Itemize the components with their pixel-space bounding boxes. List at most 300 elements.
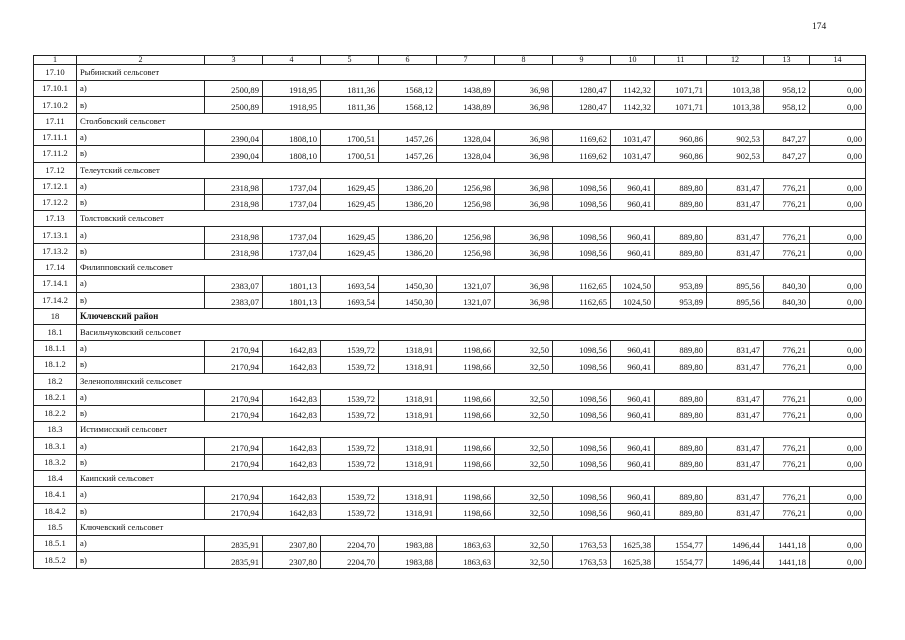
table-cell: 1280,47 (553, 97, 611, 113)
table-cell: 960,41 (611, 438, 655, 454)
table-cell: 2170,94 (205, 487, 263, 503)
table-cell: 1539,72 (321, 503, 379, 519)
table-cell: 1142,32 (611, 97, 655, 113)
table-row (34, 97, 866, 113)
section-label: Каипский сельсовет (77, 471, 866, 487)
table-cell: 1737,04 (263, 243, 321, 259)
table-cell: 32,50 (495, 487, 553, 503)
table-cell: 1863,63 (437, 552, 495, 568)
table-cell: 1318,91 (379, 406, 437, 422)
district-row (34, 308, 866, 324)
table-cell: 2170,94 (205, 357, 263, 373)
table-cell: 1568,12 (379, 81, 437, 97)
table-cell: 36,98 (495, 146, 553, 162)
table-cell: 1198,66 (437, 487, 495, 503)
row-label: а) (77, 129, 205, 145)
row-label: а) (77, 487, 205, 503)
table-cell: 889,80 (655, 340, 707, 356)
table-cell: 960,41 (611, 227, 655, 243)
table-cell: 831,47 (707, 454, 764, 470)
table-cell: 1013,38 (707, 81, 764, 97)
table-cell: 960,41 (611, 178, 655, 194)
table-cell: 889,80 (655, 438, 707, 454)
table-cell: 1256,98 (437, 178, 495, 194)
table-cell: 1256,98 (437, 227, 495, 243)
table-cell: 1071,71 (655, 81, 707, 97)
table-cell: 1162,65 (553, 292, 611, 308)
table-cell: 0,00 (810, 487, 866, 503)
table-cell: 1098,56 (553, 487, 611, 503)
table-cell: 895,56 (707, 276, 764, 292)
row-label: а) (77, 340, 205, 356)
table-row (34, 129, 866, 145)
table-cell: 1983,88 (379, 552, 437, 568)
section-label: Зеленополянский сельсовет (77, 373, 866, 389)
table-cell: 960,41 (611, 357, 655, 373)
table-cell: 2390,04 (205, 146, 263, 162)
table-cell: 1098,56 (553, 503, 611, 519)
table-cell: 1811,36 (321, 97, 379, 113)
table-cell: 1098,56 (553, 340, 611, 356)
table-cell: 1328,04 (437, 129, 495, 145)
row-code: 18.2.1 (34, 389, 77, 405)
table-cell: 36,98 (495, 81, 553, 97)
table-cell: 0,00 (810, 340, 866, 356)
table-cell: 0,00 (810, 194, 866, 210)
table-cell: 1256,98 (437, 194, 495, 210)
table-cell: 1642,83 (263, 487, 321, 503)
table-row (34, 389, 866, 405)
table-cell: 1162,65 (553, 276, 611, 292)
table-cell: 776,21 (764, 487, 810, 503)
section-row (34, 471, 866, 487)
section-row (34, 113, 866, 129)
table-cell: 1318,91 (379, 454, 437, 470)
table-cell: 1438,89 (437, 81, 495, 97)
section-code: 18.1 (34, 324, 77, 340)
table-cell: 1031,47 (611, 129, 655, 145)
table-cell: 1098,56 (553, 357, 611, 373)
row-code: 18.1.1 (34, 340, 77, 356)
table-cell: 0,00 (810, 227, 866, 243)
row-code: 17.10.1 (34, 81, 77, 97)
table-cell: 36,98 (495, 97, 553, 113)
table-cell: 1198,66 (437, 357, 495, 373)
table-cell: 0,00 (810, 357, 866, 373)
row-code: 18.4.1 (34, 487, 77, 503)
table-cell: 1386,20 (379, 178, 437, 194)
table-cell: 1496,44 (707, 536, 764, 552)
table-cell: 0,00 (810, 536, 866, 552)
section-code: 17.13 (34, 211, 77, 227)
table-cell: 1808,10 (263, 146, 321, 162)
table-cell: 776,21 (764, 503, 810, 519)
column-header: 2 (77, 56, 205, 65)
table-cell: 889,80 (655, 454, 707, 470)
table-cell: 831,47 (707, 406, 764, 422)
table-cell: 1280,47 (553, 81, 611, 97)
table-cell: 1198,66 (437, 454, 495, 470)
table-cell: 1568,12 (379, 97, 437, 113)
table-cell: 1700,51 (321, 129, 379, 145)
table-cell: 2318,98 (205, 227, 263, 243)
table-cell: 847,27 (764, 146, 810, 162)
table-cell: 1098,56 (553, 194, 611, 210)
table-cell: 1318,91 (379, 340, 437, 356)
table-cell: 958,12 (764, 97, 810, 113)
column-header: 5 (321, 56, 379, 65)
table-cell: 1318,91 (379, 487, 437, 503)
table-body (34, 56, 866, 569)
table-row (34, 292, 866, 308)
table-cell: 1450,30 (379, 276, 437, 292)
table-cell: 36,98 (495, 292, 553, 308)
table-cell: 36,98 (495, 243, 553, 259)
table-cell: 1811,36 (321, 81, 379, 97)
table-cell: 32,50 (495, 552, 553, 568)
section-label: Толстовский сельсовет (77, 211, 866, 227)
table-cell: 1642,83 (263, 406, 321, 422)
table-cell: 1737,04 (263, 227, 321, 243)
table-cell: 831,47 (707, 389, 764, 405)
table-row (34, 146, 866, 162)
table-cell: 0,00 (810, 243, 866, 259)
section-code: 18 (34, 308, 77, 324)
table-cell: 831,47 (707, 194, 764, 210)
section-row (34, 373, 866, 389)
section-row (34, 520, 866, 536)
table-row (34, 552, 866, 568)
table-cell: 2170,94 (205, 503, 263, 519)
section-label: Ключевский район (77, 308, 866, 324)
row-code: 17.13.2 (34, 243, 77, 259)
table-cell: 960,41 (611, 503, 655, 519)
row-code: 17.10.2 (34, 97, 77, 113)
table-cell: 889,80 (655, 357, 707, 373)
column-header: 10 (611, 56, 655, 65)
table-cell: 1198,66 (437, 438, 495, 454)
row-label: в) (77, 146, 205, 162)
row-code: 18.2.2 (34, 406, 77, 422)
table-cell: 1763,53 (553, 536, 611, 552)
table-cell: 960,41 (611, 454, 655, 470)
table-cell: 831,47 (707, 227, 764, 243)
table-cell: 2390,04 (205, 129, 263, 145)
section-code: 17.14 (34, 260, 77, 276)
table-cell: 1386,20 (379, 227, 437, 243)
table-cell: 831,47 (707, 340, 764, 356)
table-cell: 32,50 (495, 357, 553, 373)
table-row (34, 243, 866, 259)
table-cell: 776,21 (764, 357, 810, 373)
row-code: 17.14.2 (34, 292, 77, 308)
table-cell: 1539,72 (321, 340, 379, 356)
table-row (34, 454, 866, 470)
row-code: 18.3.2 (34, 454, 77, 470)
table-cell: 1983,88 (379, 536, 437, 552)
table-cell: 2318,98 (205, 194, 263, 210)
row-label: в) (77, 454, 205, 470)
table-cell: 1098,56 (553, 243, 611, 259)
table-cell: 1629,45 (321, 243, 379, 259)
table-cell: 1071,71 (655, 97, 707, 113)
table-cell: 1321,07 (437, 292, 495, 308)
table-row (34, 340, 866, 356)
section-row (34, 422, 866, 438)
row-label: а) (77, 178, 205, 194)
table-cell: 2383,07 (205, 276, 263, 292)
row-label: а) (77, 438, 205, 454)
table-cell: 32,50 (495, 536, 553, 552)
table-cell: 36,98 (495, 227, 553, 243)
table-cell: 1700,51 (321, 146, 379, 162)
table-cell: 1438,89 (437, 97, 495, 113)
table-cell: 0,00 (810, 292, 866, 308)
table-cell: 2170,94 (205, 454, 263, 470)
table-cell: 776,21 (764, 406, 810, 422)
table-cell: 32,50 (495, 503, 553, 519)
table-cell: 1098,56 (553, 389, 611, 405)
table-cell: 889,80 (655, 194, 707, 210)
table-cell: 960,41 (611, 389, 655, 405)
row-label: а) (77, 276, 205, 292)
row-label: в) (77, 292, 205, 308)
table-cell: 847,27 (764, 129, 810, 145)
section-code: 17.10 (34, 65, 77, 81)
table-cell: 831,47 (707, 438, 764, 454)
table-cell: 0,00 (810, 81, 866, 97)
row-label: в) (77, 552, 205, 568)
table-cell: 776,21 (764, 178, 810, 194)
table-cell: 960,41 (611, 487, 655, 503)
table-cell: 2835,91 (205, 552, 263, 568)
table-cell: 953,89 (655, 276, 707, 292)
table-cell: 1441,18 (764, 536, 810, 552)
row-code: 17.12.1 (34, 178, 77, 194)
table-cell: 840,30 (764, 292, 810, 308)
table-cell: 1642,83 (263, 438, 321, 454)
table-cell: 1198,66 (437, 406, 495, 422)
section-code: 17.12 (34, 162, 77, 178)
column-header: 14 (810, 56, 866, 65)
table-cell: 1386,20 (379, 243, 437, 259)
table-cell: 889,80 (655, 243, 707, 259)
section-row (34, 162, 866, 178)
table-cell: 1169,62 (553, 146, 611, 162)
table-cell: 1198,66 (437, 503, 495, 519)
table-cell: 1098,56 (553, 454, 611, 470)
section-label: Рыбинский сельсовет (77, 65, 866, 81)
row-label: в) (77, 243, 205, 259)
table-cell: 1554,77 (655, 536, 707, 552)
table-cell: 0,00 (810, 97, 866, 113)
column-header: 7 (437, 56, 495, 65)
table-cell: 958,12 (764, 81, 810, 97)
table-cell: 1539,72 (321, 389, 379, 405)
table-cell: 902,53 (707, 146, 764, 162)
table-cell: 1629,45 (321, 178, 379, 194)
table-cell: 1198,66 (437, 340, 495, 356)
table-cell: 1098,56 (553, 406, 611, 422)
table-cell: 1737,04 (263, 194, 321, 210)
table-cell: 831,47 (707, 357, 764, 373)
table-cell: 1629,45 (321, 227, 379, 243)
column-header: 3 (205, 56, 263, 65)
table-cell: 32,50 (495, 340, 553, 356)
section-code: 18.4 (34, 471, 77, 487)
row-label: в) (77, 503, 205, 519)
section-code: 18.5 (34, 520, 77, 536)
table-cell: 0,00 (810, 178, 866, 194)
column-header: 1 (34, 56, 77, 65)
table-cell: 1318,91 (379, 389, 437, 405)
page-number: 174 (812, 22, 827, 32)
table-cell: 36,98 (495, 194, 553, 210)
table-cell: 1863,63 (437, 536, 495, 552)
table-cell: 1318,91 (379, 503, 437, 519)
table-cell: 1693,54 (321, 276, 379, 292)
row-label: а) (77, 389, 205, 405)
table-row (34, 81, 866, 97)
row-label: а) (77, 536, 205, 552)
table-cell: 889,80 (655, 503, 707, 519)
table-cell: 2204,70 (321, 536, 379, 552)
table-cell: 840,30 (764, 276, 810, 292)
table-cell: 0,00 (810, 146, 866, 162)
table-cell: 1642,83 (263, 340, 321, 356)
table-row (34, 438, 866, 454)
table-cell: 2170,94 (205, 340, 263, 356)
table-cell: 960,41 (611, 194, 655, 210)
table-cell: 0,00 (810, 438, 866, 454)
row-code: 18.1.2 (34, 357, 77, 373)
column-header: 9 (553, 56, 611, 65)
table-cell: 0,00 (810, 129, 866, 145)
table-cell: 1918,95 (263, 81, 321, 97)
table-cell: 1457,26 (379, 129, 437, 145)
table-cell: 776,21 (764, 340, 810, 356)
table-cell: 2835,91 (205, 536, 263, 552)
section-row (34, 211, 866, 227)
table-cell: 1457,26 (379, 146, 437, 162)
table-cell: 1328,04 (437, 146, 495, 162)
section-row (34, 65, 866, 81)
row-code: 17.14.1 (34, 276, 77, 292)
table-cell: 32,50 (495, 406, 553, 422)
table-cell: 776,21 (764, 389, 810, 405)
table-cell: 2307,80 (263, 552, 321, 568)
table-cell: 960,86 (655, 146, 707, 162)
column-header: 12 (707, 56, 764, 65)
table-cell: 776,21 (764, 194, 810, 210)
table-cell: 1539,72 (321, 406, 379, 422)
table-cell: 1098,56 (553, 227, 611, 243)
table-cell: 831,47 (707, 178, 764, 194)
section-label: Телеутский сельсовет (77, 162, 866, 178)
table-cell: 1625,38 (611, 552, 655, 568)
table-cell: 2204,70 (321, 552, 379, 568)
row-code: 18.5.1 (34, 536, 77, 552)
table-cell: 953,89 (655, 292, 707, 308)
row-code: 17.11.1 (34, 129, 77, 145)
table-cell: 1763,53 (553, 552, 611, 568)
table-cell: 1024,50 (611, 292, 655, 308)
table-cell: 889,80 (655, 227, 707, 243)
table-cell: 1808,10 (263, 129, 321, 145)
table-cell: 960,41 (611, 243, 655, 259)
table-cell: 2383,07 (205, 292, 263, 308)
table-cell: 0,00 (810, 552, 866, 568)
table-cell: 2170,94 (205, 406, 263, 422)
row-code: 18.4.2 (34, 503, 77, 519)
table-row (34, 357, 866, 373)
table-row (34, 503, 866, 519)
table-cell: 889,80 (655, 178, 707, 194)
table-cell: 1539,72 (321, 487, 379, 503)
table-cell: 889,80 (655, 487, 707, 503)
row-code: 17.11.2 (34, 146, 77, 162)
table-cell: 889,80 (655, 406, 707, 422)
table-cell: 1554,77 (655, 552, 707, 568)
table-cell: 2170,94 (205, 389, 263, 405)
table-cell: 1031,47 (611, 146, 655, 162)
header-row (34, 56, 866, 65)
table-cell: 1013,38 (707, 97, 764, 113)
table-cell: 776,21 (764, 438, 810, 454)
table-cell: 1256,98 (437, 243, 495, 259)
table-cell: 0,00 (810, 503, 866, 519)
table-cell: 1318,91 (379, 438, 437, 454)
row-label: в) (77, 406, 205, 422)
table-cell: 36,98 (495, 178, 553, 194)
table-cell: 32,50 (495, 389, 553, 405)
table-cell: 2500,89 (205, 97, 263, 113)
table-cell: 1642,83 (263, 503, 321, 519)
table-cell: 960,41 (611, 406, 655, 422)
table-cell: 776,21 (764, 454, 810, 470)
column-header: 4 (263, 56, 321, 65)
table-cell: 1629,45 (321, 194, 379, 210)
table-cell: 2500,89 (205, 81, 263, 97)
table-cell: 889,80 (655, 389, 707, 405)
row-code: 18.5.2 (34, 552, 77, 568)
table-cell: 776,21 (764, 243, 810, 259)
table-cell: 1801,13 (263, 276, 321, 292)
table-cell: 1496,44 (707, 552, 764, 568)
table-cell: 1737,04 (263, 178, 321, 194)
table-cell: 0,00 (810, 406, 866, 422)
row-code: 17.13.1 (34, 227, 77, 243)
table-cell: 1169,62 (553, 129, 611, 145)
table-row (34, 487, 866, 503)
table-cell: 1098,56 (553, 178, 611, 194)
row-code: 17.12.2 (34, 194, 77, 210)
section-label: Васильчуковский сельсовет (77, 324, 866, 340)
table-cell: 1098,56 (553, 438, 611, 454)
table-cell: 0,00 (810, 276, 866, 292)
table-cell: 2318,98 (205, 243, 263, 259)
table-cell: 36,98 (495, 129, 553, 145)
table-cell: 1321,07 (437, 276, 495, 292)
table-cell: 1441,18 (764, 552, 810, 568)
section-code: 18.2 (34, 373, 77, 389)
table-cell: 2170,94 (205, 438, 263, 454)
table-row (34, 194, 866, 210)
section-label: Истимисский сельсовет (77, 422, 866, 438)
table-cell: 32,50 (495, 438, 553, 454)
table-cell: 1918,95 (263, 97, 321, 113)
table-row (34, 227, 866, 243)
